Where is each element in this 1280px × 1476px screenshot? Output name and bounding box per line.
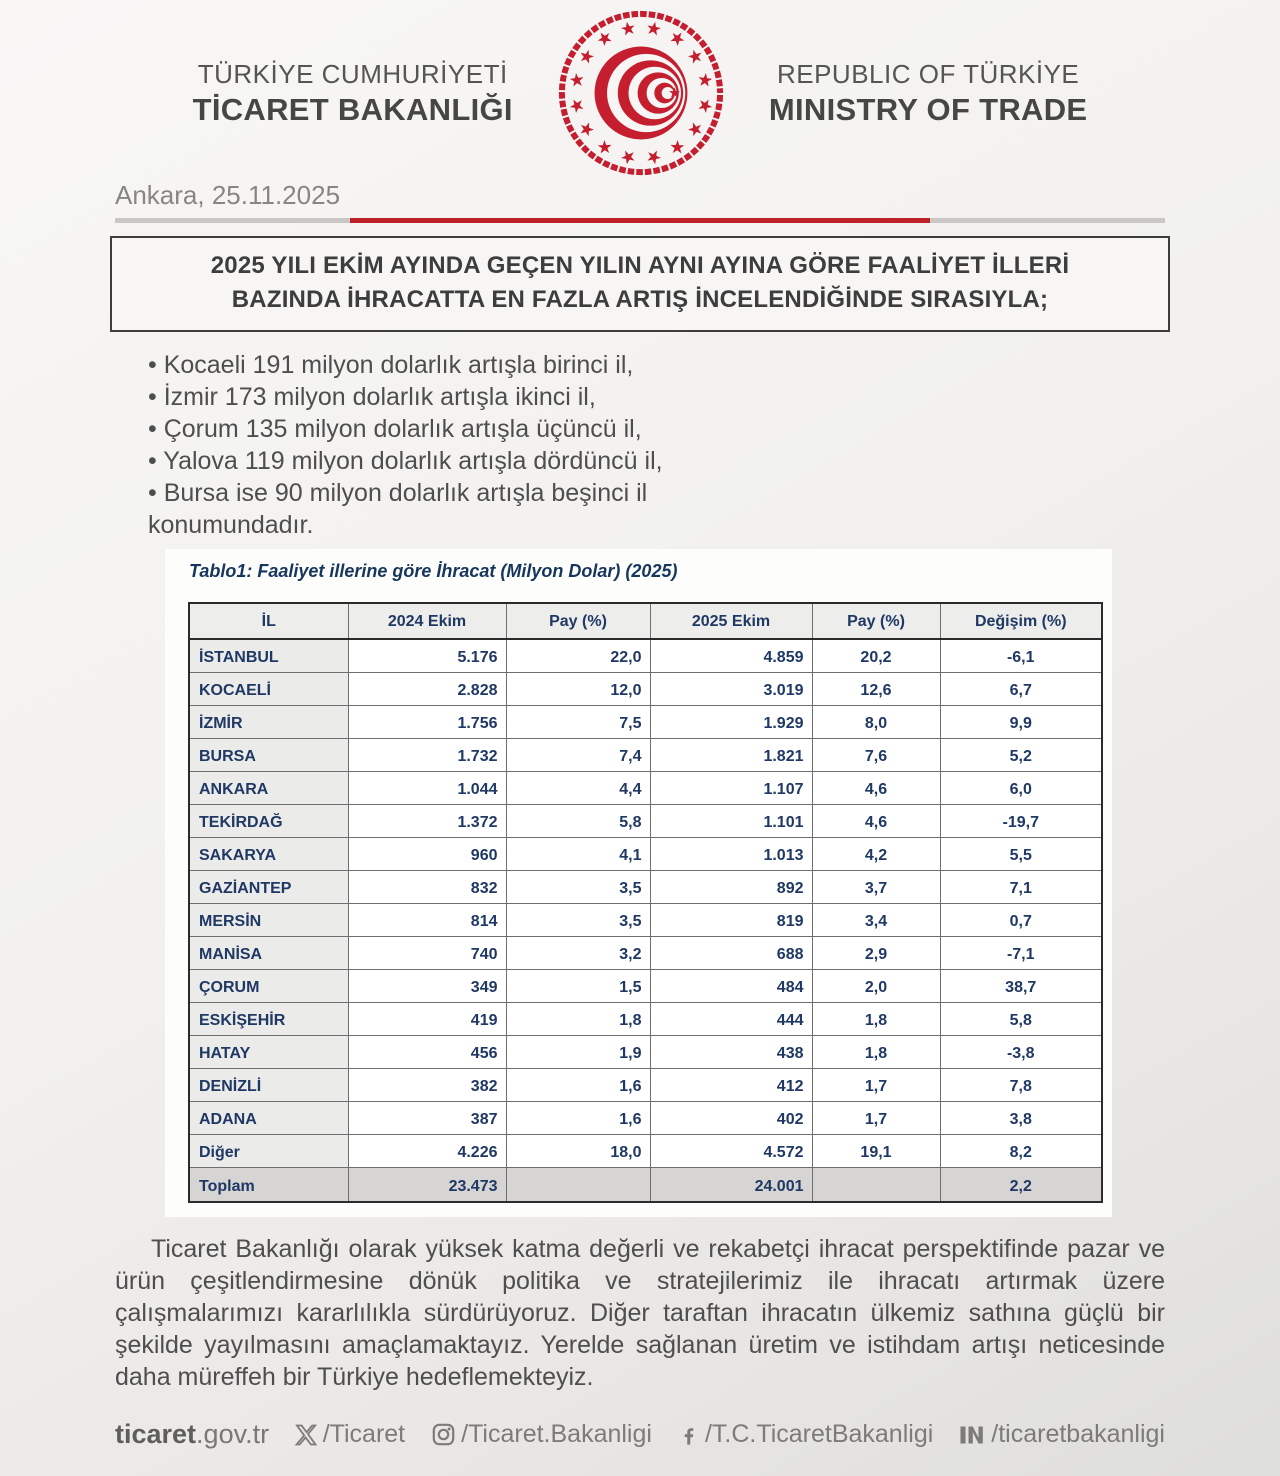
cell-value: 1,7 (812, 1101, 940, 1134)
cell-value: 4,2 (812, 837, 940, 870)
cell-value: 438 (650, 1035, 812, 1068)
dateline: Ankara, 25.11.2025 (115, 180, 341, 210)
cell-value (812, 1167, 940, 1202)
cell-value: 382 (348, 1068, 506, 1101)
cell-province: KOCAELİ (189, 672, 348, 705)
cell-province: MERSİN (189, 903, 348, 936)
table-row (189, 804, 1102, 837)
cell-value: 402 (650, 1101, 812, 1134)
table-body (189, 639, 1102, 1202)
cell-value: 1,7 (812, 1068, 940, 1101)
ministry-of-trade-emblem-icon (555, 7, 727, 179)
website-bold-part: ticaret (115, 1419, 197, 1449)
nsosyal-icon (959, 1423, 986, 1447)
cell-value: 3,4 (812, 903, 940, 936)
cell-value: 4.572 (650, 1134, 812, 1167)
cell-value: 1,8 (812, 1035, 940, 1068)
cell-value: 7,6 (812, 738, 940, 771)
table-row (189, 969, 1102, 1002)
table-row (189, 738, 1102, 771)
table-total-row (189, 1167, 1102, 1202)
table-row (189, 1134, 1102, 1167)
cell-value: -19,7 (940, 804, 1102, 837)
cell-province: Toplam (189, 1167, 348, 1202)
cell-value: 5,8 (940, 1002, 1102, 1035)
cell-value: 6,7 (940, 672, 1102, 705)
cell-province: ESKİŞEHİR (189, 1002, 348, 1035)
cell-value: 23.473 (348, 1167, 506, 1202)
cell-value: 19,1 (812, 1134, 940, 1167)
cell-value: 444 (650, 1002, 812, 1035)
cell-value: 5.176 (348, 639, 506, 672)
cell-value: 1,9 (506, 1035, 650, 1068)
cell-value: 5,5 (940, 837, 1102, 870)
headline-line2: BAZINDA İHRACATTA EN FAZLA ARTIŞ İNCELENDİĞİNDE SIRASIYLA; (231, 286, 1049, 313)
cell-value: 7,4 (506, 738, 650, 771)
cell-value: 9,9 (940, 705, 1102, 738)
column-header: Pay (%) (506, 603, 650, 639)
cell-value: 1,8 (812, 1002, 940, 1035)
cell-value: 1.372 (348, 804, 506, 837)
cell-value: -7,1 (940, 936, 1102, 969)
column-header: Değişim (%) (940, 603, 1102, 639)
social-handle: /Ticaret.Bakanligi (461, 1420, 652, 1448)
cell-value: 1,5 (506, 969, 650, 1002)
cell-value: 819 (650, 903, 812, 936)
cell-province: Diğer (189, 1134, 348, 1167)
cell-province: HATAY (189, 1035, 348, 1068)
cell-value: 2,9 (812, 936, 940, 969)
cell-value: 5,8 (506, 804, 650, 837)
table-row (189, 1101, 1102, 1134)
org-name-english (769, 59, 1088, 128)
cell-value: 1.044 (348, 771, 506, 804)
social-links (294, 1420, 1165, 1449)
table-row (189, 1002, 1102, 1035)
instagram-icon (431, 1422, 456, 1447)
cell-value: 7,8 (940, 1068, 1102, 1101)
cell-value: 12,6 (812, 672, 940, 705)
highlight-item: • Çorum 135 milyon dolarlık artışla üçüncü il, (148, 413, 1165, 445)
cell-province: GAZİANTEP (189, 870, 348, 903)
cell-value: 387 (348, 1101, 506, 1134)
cell-province: BURSA (189, 738, 348, 771)
divider-gray-left (115, 218, 350, 223)
cell-value: 2,0 (812, 969, 940, 1002)
cell-value: 419 (348, 1002, 506, 1035)
org-tr-line1: TÜRKİYE CUMHURİYETİ (197, 58, 508, 89)
highlight-item: • Bursa ise 90 milyon dolarlık artışla beşinci il (148, 477, 1165, 509)
x-icon (294, 1423, 318, 1447)
cell-value: 2.828 (348, 672, 506, 705)
website-suffix: .gov.tr (196, 1419, 270, 1449)
cell-value: 1.821 (650, 738, 812, 771)
cell-value: 1,6 (506, 1101, 650, 1134)
divider-bar (115, 218, 1165, 223)
cell-province: ANKARA (189, 771, 348, 804)
cell-value: 18,0 (506, 1134, 650, 1167)
cell-value: 349 (348, 969, 506, 1002)
column-header: 2024 Ekim (348, 603, 506, 639)
cell-value: 3,5 (506, 903, 650, 936)
column-header: Pay (%) (812, 603, 940, 639)
table-row (189, 903, 1102, 936)
table-row (189, 639, 1102, 672)
divider-red (350, 218, 930, 223)
cell-value: 20,2 (812, 639, 940, 672)
cell-value: 4.859 (650, 639, 812, 672)
facebook-icon (678, 1423, 700, 1447)
cell-value: 8,0 (812, 705, 940, 738)
org-en-line1: REPUBLIC OF TÜRKİYE (776, 58, 1080, 89)
table-row (189, 936, 1102, 969)
cell-province: SAKARYA (189, 837, 348, 870)
social-link-nsosyal[interactable] (959, 1420, 1165, 1449)
cell-value: 740 (348, 936, 506, 969)
cell-value: 456 (348, 1035, 506, 1068)
cell-value: 3,7 (812, 870, 940, 903)
column-header: İL (189, 603, 348, 639)
table-row (189, 1035, 1102, 1068)
social-link-instagram[interactable] (431, 1420, 652, 1449)
cell-value: 6,0 (940, 771, 1102, 804)
cell-value: 2,2 (940, 1167, 1102, 1202)
cell-province: MANİSA (189, 936, 348, 969)
social-link-x[interactable] (294, 1420, 405, 1449)
cell-value: 412 (650, 1068, 812, 1101)
cell-value: -3,8 (940, 1035, 1102, 1068)
cell-value: 484 (650, 969, 812, 1002)
ministry-logo (555, 7, 727, 179)
cell-value: 38,7 (940, 969, 1102, 1002)
highlight-item: • Kocaeli 191 milyon dolarlık artışla birinci il, (148, 349, 1165, 381)
cell-value: 12,0 (506, 672, 650, 705)
table-head-row (189, 603, 1102, 639)
social-handle: /ticaretbakanligi (991, 1420, 1165, 1448)
header (0, 0, 1280, 178)
org-name-turkish (193, 59, 513, 128)
cell-value: 7,5 (506, 705, 650, 738)
column-header: 2025 Ekim (650, 603, 812, 639)
cell-value: 1.756 (348, 705, 506, 738)
cell-value: 4,4 (506, 771, 650, 804)
export-table (188, 602, 1103, 1203)
highlight-item: • Yalova 119 milyon dolarlık artışla dördüncü il, (148, 445, 1165, 477)
highlight-tail: konumundadır. (148, 511, 314, 539)
highlights-section (148, 349, 1165, 541)
org-en-line2: MINISTRY OF TRADE (768, 91, 1088, 127)
table-row (189, 771, 1102, 804)
cell-value: 3,8 (940, 1101, 1102, 1134)
cell-value: 0,7 (940, 903, 1102, 936)
social-link-facebook[interactable] (678, 1420, 933, 1449)
table-row (189, 705, 1102, 738)
cell-value: 1.101 (650, 804, 812, 837)
headline-line1: 2025 YILI EKİM AYINDA GEÇEN YILIN AYNI AYINA GÖRE FAALİYET İLLERİ (210, 252, 1070, 279)
footer (115, 1419, 1165, 1450)
table-row (189, 837, 1102, 870)
cell-value: 7,1 (940, 870, 1102, 903)
cell-value: 4,6 (812, 804, 940, 837)
table-row (189, 870, 1102, 903)
social-handle: /Ticaret (322, 1420, 406, 1448)
cell-value: 1,6 (506, 1068, 650, 1101)
cell-value: 3,5 (506, 870, 650, 903)
cell-value: 4,6 (812, 771, 940, 804)
cell-value: 1.929 (650, 705, 812, 738)
cell-value (506, 1167, 650, 1202)
cell-value: 814 (348, 903, 506, 936)
cell-value: 4,1 (506, 837, 650, 870)
highlight-item: • İzmir 173 milyon dolarlık artışla ikinci il, (148, 381, 1165, 413)
cell-province: ADANA (189, 1101, 348, 1134)
cell-province: TEKİRDAĞ (189, 804, 348, 837)
cell-value: 3.019 (650, 672, 812, 705)
website-link[interactable] (115, 1419, 269, 1450)
cell-province: İZMİR (189, 705, 348, 738)
table-row (189, 672, 1102, 705)
cell-value: 960 (348, 837, 506, 870)
social-handle: /T.C.TicaretBakanligi (704, 1420, 934, 1448)
cell-value: -6,1 (940, 639, 1102, 672)
org-tr-line2: TİCARET BAKANLIĞI (192, 91, 513, 127)
cell-value: 5,2 (940, 738, 1102, 771)
cell-value: 4.226 (348, 1134, 506, 1167)
headline-box (110, 236, 1170, 332)
highlight-list (148, 349, 1165, 509)
cell-value: 1.107 (650, 771, 812, 804)
table-panel (165, 549, 1112, 1217)
cell-value: 892 (650, 870, 812, 903)
cell-value: 1,8 (506, 1002, 650, 1035)
divider-gray-right (930, 218, 1165, 223)
cell-value: 832 (348, 870, 506, 903)
closing-paragraph: Ticaret Bakanlığı olarak yüksek katma değerli ve rekabetçi ihracat perspektifinde pazar ve ürün çeşitlendirmesine dönük politika ve stratejilerimiz ile ihracatı artırmak üzere çalışmalarımızı kararlılıkla sürdürüyoruz. Diğer taraftan ihracatın ülkemiz sathına güçlü bir şekilde yayılmasını amaçlamaktayız. Yerelde sağlanan üretim ve istihdam artışı neticesinde daha müreffeh bir Türkiye hedeflemekteyiz. (115, 1235, 1165, 1391)
table-row (189, 1068, 1102, 1101)
cell-value: 1.013 (650, 837, 812, 870)
cell-value: 8,2 (940, 1134, 1102, 1167)
cell-value: 1.732 (348, 738, 506, 771)
cell-province: İSTANBUL (189, 639, 348, 672)
cell-province: ÇORUM (189, 969, 348, 1002)
cell-value: 22,0 (506, 639, 650, 672)
cell-value: 3,2 (506, 936, 650, 969)
cell-value: 24.001 (650, 1167, 812, 1202)
cell-province: DENİZLİ (189, 1068, 348, 1101)
cell-value: 688 (650, 936, 812, 969)
table-title: Tablo1: Faaliyet illerine göre İhracat (Milyon Dolar) (2025) (189, 561, 678, 581)
